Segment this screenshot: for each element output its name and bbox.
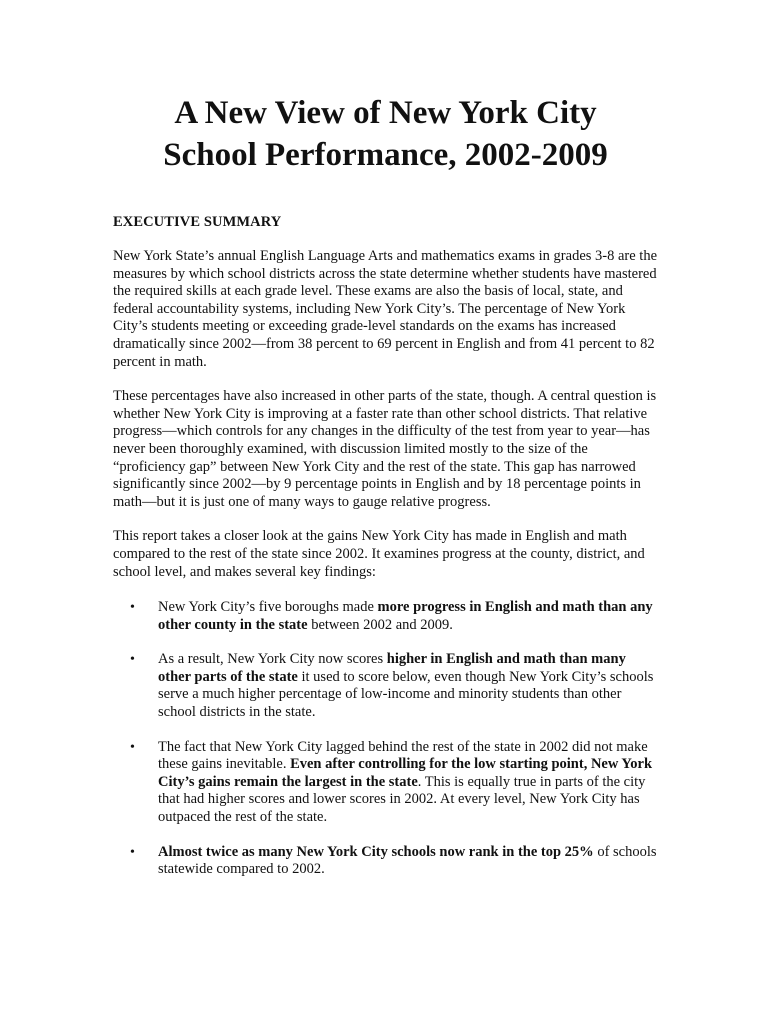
section-heading: EXECUTIVE SUMMARY	[113, 214, 282, 230]
finding-text: As a result, New York City now scores	[158, 651, 387, 668]
paragraph-1: New York State’s annual English Language Arts and mathematics exams in grades 3-8 are the measures by which school districts across the state determine whether students have mastered the required skills at each grade level. These exams are also the basis of local, state, and federal accountability systems, including New York City’s. The percentage of New York City’s students meeting or exceeding grade-level standards on the exams has increased dramatically since 2002—from 38 percent to 69 percent in English and from 41 percent to 82 percent in math.	[113, 248, 658, 370]
finding-text-tail: . This is equally true in parts of the city that had higher scores and lower scores in 2002. At every level, New York City has outpaced the rest of the state.	[158, 773, 646, 826]
bullet-icon: •	[130, 739, 135, 755]
finding-item	[113, 651, 658, 721]
finding-emphasis: Almost twice as many New York City schools now rank in the top 25%	[158, 843, 594, 860]
title-line-1: A New View of New York City	[174, 95, 597, 131]
finding-item	[113, 739, 658, 827]
finding-text-tail: it used to score below, even though New York City’s schools serve a much higher percentage of low-income and minority students than other school districts in the state.	[158, 668, 654, 721]
finding-item	[113, 599, 658, 634]
finding-emphasis: more progress in English and math than any other county in the state	[158, 599, 653, 633]
finding-text-tail: between 2002 and 2009.	[307, 616, 453, 633]
paragraph-3: This report takes a closer look at the gains New York City has made in English and math compared to the rest of the state since 2002. It examines progress at the county, district, and school level, and makes several key findings:	[113, 528, 645, 580]
title-line-2: School Performance, 2002-2009	[163, 137, 608, 173]
finding-text: The fact that New York City lagged behind the rest of the state in 2002 did not make these gains inevitable.	[158, 738, 648, 773]
finding-emphasis: Even after controlling for the low starting point, New York City’s gains remain the largest in the state	[158, 756, 653, 790]
bullet-icon: •	[130, 844, 135, 860]
findings-list	[113, 599, 658, 879]
document-page	[113, 92, 658, 896]
finding-emphasis: higher in English and math than many other parts of the state	[158, 651, 626, 685]
finding-item	[113, 844, 658, 879]
finding-text: New York City’s five boroughs made	[158, 599, 378, 616]
bullet-icon: •	[130, 652, 135, 668]
document-title	[113, 92, 658, 176]
bullet-icon: •	[130, 600, 135, 616]
paragraph-2: These percentages have also increased in other parts of the state, though. A central question is whether New York City is improving at a faster rate than other school districts. That relative progress—which controls for any changes in the difficulty of the test from year to year—has never been thoroughly examined, with discussion limited mostly to the size of the “proficiency gap” between New York City and the rest of the state. This gap has narrowed significantly since 2002—by 9 percentage points in English and by 18 percentage points in math—but it is just one of many ways to gauge relative progress.	[113, 388, 657, 510]
finding-text-tail: of schools statewide compared to 2002.	[158, 843, 657, 878]
